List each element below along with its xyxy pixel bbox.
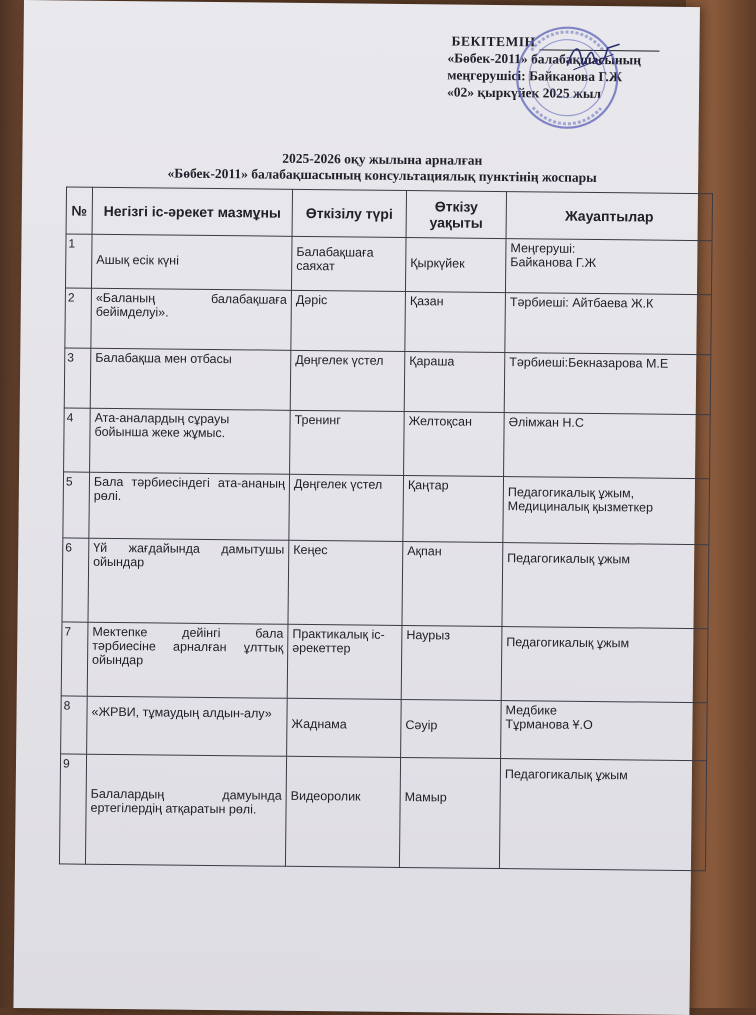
row-responsible xyxy=(505,239,712,295)
row-time: Желтоқсан xyxy=(404,412,505,477)
document-sheet xyxy=(13,0,700,1015)
row-time: Сәуір xyxy=(401,699,502,758)
row-activity: Ашық есік күні xyxy=(91,234,292,290)
row-time: Қазан xyxy=(405,292,506,353)
row-num: 7 xyxy=(61,622,88,696)
row-type: Кеңес xyxy=(288,540,403,625)
row-responsible xyxy=(503,477,710,545)
table-row xyxy=(64,348,711,415)
row-type: Видеоролик xyxy=(285,756,400,867)
header-num: № xyxy=(66,187,92,234)
table-row xyxy=(64,408,711,479)
row-type: Балабақшаға саяхат xyxy=(291,236,406,291)
row-type: Практикалық іс-әрекеттер xyxy=(287,624,402,699)
row-activity: «ЖРВИ, тұмаудың алдын-алу» xyxy=(87,696,288,756)
table-row xyxy=(61,696,708,761)
row-type: Жаднама xyxy=(287,698,402,757)
approval-line-2: меңгерушісі: Байканова Г.Ж xyxy=(447,67,623,85)
row-type: Дөңгелек үстел xyxy=(290,350,405,411)
approval-line-3: «02» қыркүйек 2025 жыл xyxy=(446,84,602,102)
row-num: 6 xyxy=(62,538,89,622)
row-responsible: Педагогикалық ұжым xyxy=(501,627,708,703)
row-activity: «Баланың балабақшаға бейімделуі». xyxy=(91,288,292,350)
approval-heading: БЕКІТЕМІН xyxy=(451,33,536,50)
table-row xyxy=(59,754,706,871)
row-activity: Мектепке дейінгі бала тәрбиесіне арналған ұлттық ойындар xyxy=(87,622,288,698)
row-time: Қаңтар xyxy=(403,476,504,543)
consultation-plan-table xyxy=(59,186,713,871)
table-row xyxy=(65,288,712,355)
table-row xyxy=(63,472,710,545)
table-row xyxy=(65,234,712,295)
row-responsible: Тәрбиеші:Бекназарова М.Е xyxy=(504,353,711,415)
responsible-line-2: Медициналық қызметкер xyxy=(507,499,654,515)
approval-block xyxy=(447,32,708,103)
row-num: 4 xyxy=(64,408,91,472)
responsible-line-1: Педагогикалық ұжым, xyxy=(507,485,635,501)
header-activity: Негізгі іс-әрекет мазмұны xyxy=(92,187,292,236)
row-activity: Балалардың дамуында ертегілердің атқаратын рөлі. xyxy=(85,754,286,866)
row-responsible: Тәрбиеші: Айтбаева Ж.К xyxy=(505,293,712,355)
responsible-line-2: Байканова Г.Ж xyxy=(510,255,597,271)
row-time: Қараша xyxy=(404,352,505,413)
row-time: Қыркүйек xyxy=(405,238,506,293)
header-time: Өткізу уақыты xyxy=(406,191,506,239)
row-type: Дөңгелек үстел xyxy=(289,474,404,541)
table-header-row xyxy=(66,187,712,241)
document-title xyxy=(62,148,702,187)
row-num: 1 xyxy=(65,234,92,288)
row-activity: Бала тәрбиесіндегі ата-ананың рөлі. xyxy=(89,472,290,540)
responsible-line-2: Тұрманова Ұ.О xyxy=(505,717,593,732)
row-num: 3 xyxy=(64,348,91,408)
title-line-2: «Бөбек-2011» балабақшасының консультациялық пунктінің жоспары xyxy=(167,165,597,186)
row-responsible xyxy=(501,701,708,761)
row-type: Дәріс xyxy=(291,290,406,351)
row-time: Ақпан xyxy=(402,541,503,626)
row-num: 5 xyxy=(63,472,90,538)
table-row xyxy=(61,622,708,703)
row-num: 2 xyxy=(65,288,92,348)
row-num: 9 xyxy=(59,754,86,864)
row-activity: Ата-аналардың сұрауы бойынша жеке жұмыс. xyxy=(90,408,291,474)
row-responsible: Әлімжан Н.С xyxy=(504,413,711,479)
header-responsible: Жауаптылар xyxy=(506,192,712,241)
row-time: Наурыз xyxy=(401,625,502,700)
header-type: Өткізілу түрі xyxy=(292,189,406,237)
row-responsible: Педагогикалық ұжым xyxy=(502,543,709,629)
title-line-1: 2025-2026 оқу жылына арналған xyxy=(282,150,483,168)
row-responsible: Педагогикалық ұжым xyxy=(499,759,706,871)
table-row xyxy=(62,538,709,629)
row-type: Тренинг xyxy=(290,410,405,475)
responsible-line-1: Меңгеруші: xyxy=(510,241,576,256)
row-num: 8 xyxy=(61,696,88,754)
responsible-line-1: Медбике xyxy=(505,703,557,718)
approval-line-1: «Бөбек-2011» балабақшасының xyxy=(447,50,642,68)
row-activity: Үй жағдайында дамытушы ойындар xyxy=(88,538,289,624)
row-activity: Балабақша мен отбасы xyxy=(90,348,291,410)
row-time: Мамыр xyxy=(399,757,500,868)
